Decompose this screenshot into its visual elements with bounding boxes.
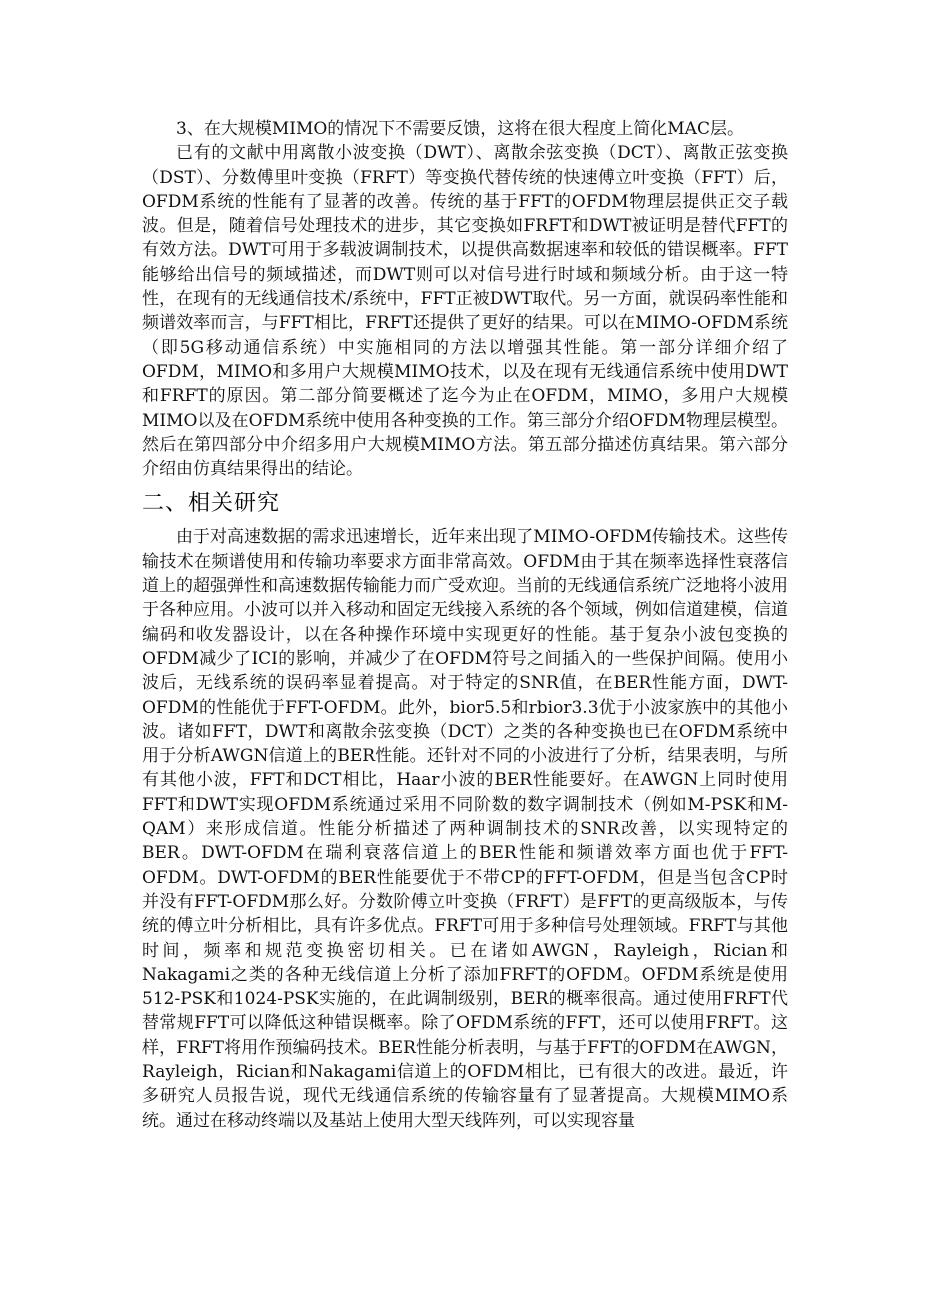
document-body — [142, 117, 788, 1133]
related-work-paragraph: 由于对高速数据的需求迅速增长，近年来出现了MIMO-OFDM传输技术。这些传输技术在频谱使用和传输功率要求方面非常高效。OFDM由于其在频率选择性衰落信道上的超强弹性和高速数据传输能力而广受欢迎。当前的无线通信系统广泛地将小波用于各种应用。小波可以并入移动和固定无线接入系统的各个领域，例如信道建模，信道编码和收发器设计，以在各种操作环境中实现更好的性能。基于复杂小波包变换的OFDM减少了ICI的影响，并减少了在OFDM符号之间插入的一些保护间隔。使用小波后，无线系统的误码率显着提高。对于特定的SNR值，在BER性能方面，DWT-OFDM的性能优于FFT-OFDM。此外，bior5.5和rbior3.3优于小波家族中的其他小波。诸如FFT，DWT和离散余弦变换（DCT）之类的各种变换也已在OFDM系统中用于分析AWGN信道上的BER性能。还针对不同的小波进行了分析，结果表明，与所有其他小波，FFT和DCT相比，Haar小波的BER性能要好。在AWGN上同时使用FFT和DWT实现OFDM系统通过采用不同阶数的数字调制技术（例如M-PSK和M-QAM）来形成信道。性能分析描述了两种调制技术的SNR改善，以实现特定的BER。DWT-OFDM在瑞利衰落信道上的BER性能和频谱效率方面也优于FFT-OFDM。DWT-OFDM的BER性能要优于不带CP的FFT-OFDM，但是当包含CP时并没有FFT-OFDM那么好。分数阶傅立叶变换（FRFT）是FFT的更高级版本，与传统的傅立叶分析相比，具有许多优点。FRFT可用于多种信号处理领域。FRFT与其他时间，频率和规范变换密切相关。已在诸如AWGN，Rayleigh，Rician和Nakagami之类的各种无线信道上分析了添加FRFT的OFDM。OFDM系统是使用512-PSK和1024-PSK实施的，在此调制级别，BER的概率很高。通过使用FRFT代替常规FFT可以降低这种错误概率。除了OFDM系统的FFT，还可以使用FRFT。这样，FRFT将用作预编码技术。BER性能分析表明，与基于FFT的OFDM在AWGN，Rayleigh，Rician和Nakagami信道上的OFDM相比，已有很大的改进。最近，许多研究人员报告说，现代无线通信系统的传输容量有了显著提高。大规模MIMO系统。通过在移动终端以及基站上使用大型天线阵列，可以实现容量 — [142, 527, 788, 1131]
intro-paragraph: 已有的文献中用离散小波变换（DWT）、离散余弦变换（DCT）、离散正弦变换（DST）、分数傅里叶变换（FRFT）等变换代替传统的快速傅立叶变换（FFT）后，OFDM系统的性能有了显著的改善。传统的基于FFT的OFDM物理层提供正交子载波。但是，随着信号处理技术的进步，其它变换如FRFT和DWT被证明是替代FFT的有效方法。DWT可用于多载波调制技术，以提供高数据速率和较低的错误概率。FFT能够给出信号的频域描述，而DWT则可以对信号进行时域和频域分析。由于这一特性，在现有的无线通信技术/系统中，FFT正被DWT取代。另一方面，就误码率性能和频谱效率而言，与FFT相比，FRFT还提供了更好的结果。可以在MIMO-OFDM系统（即5G移动通信系统）中实施相同的方法以增强其性能。第一部分详细介绍了OFDM，MIMO和多用户大规模MIMO技术，以及在现有无线通信系统中使用DWT和FRFT的原因。第二部分简要概述了迄今为止在OFDM，MIMO，多用户大规模MIMO以及在OFDM系统中使用各种变换的工作。第三部分介绍OFDM物理层模型。然后在第四部分中介绍多用户大规模MIMO方法。第五部分描述仿真结果。第六部分介绍由仿真结果得出的结论。 — [142, 143, 788, 480]
list-item-3: 3、在大规模MIMO的情况下不需要反馈，这将在很大程度上简化MAC层。 — [176, 119, 744, 139]
section-heading: 二、相关研究 — [142, 491, 281, 517]
